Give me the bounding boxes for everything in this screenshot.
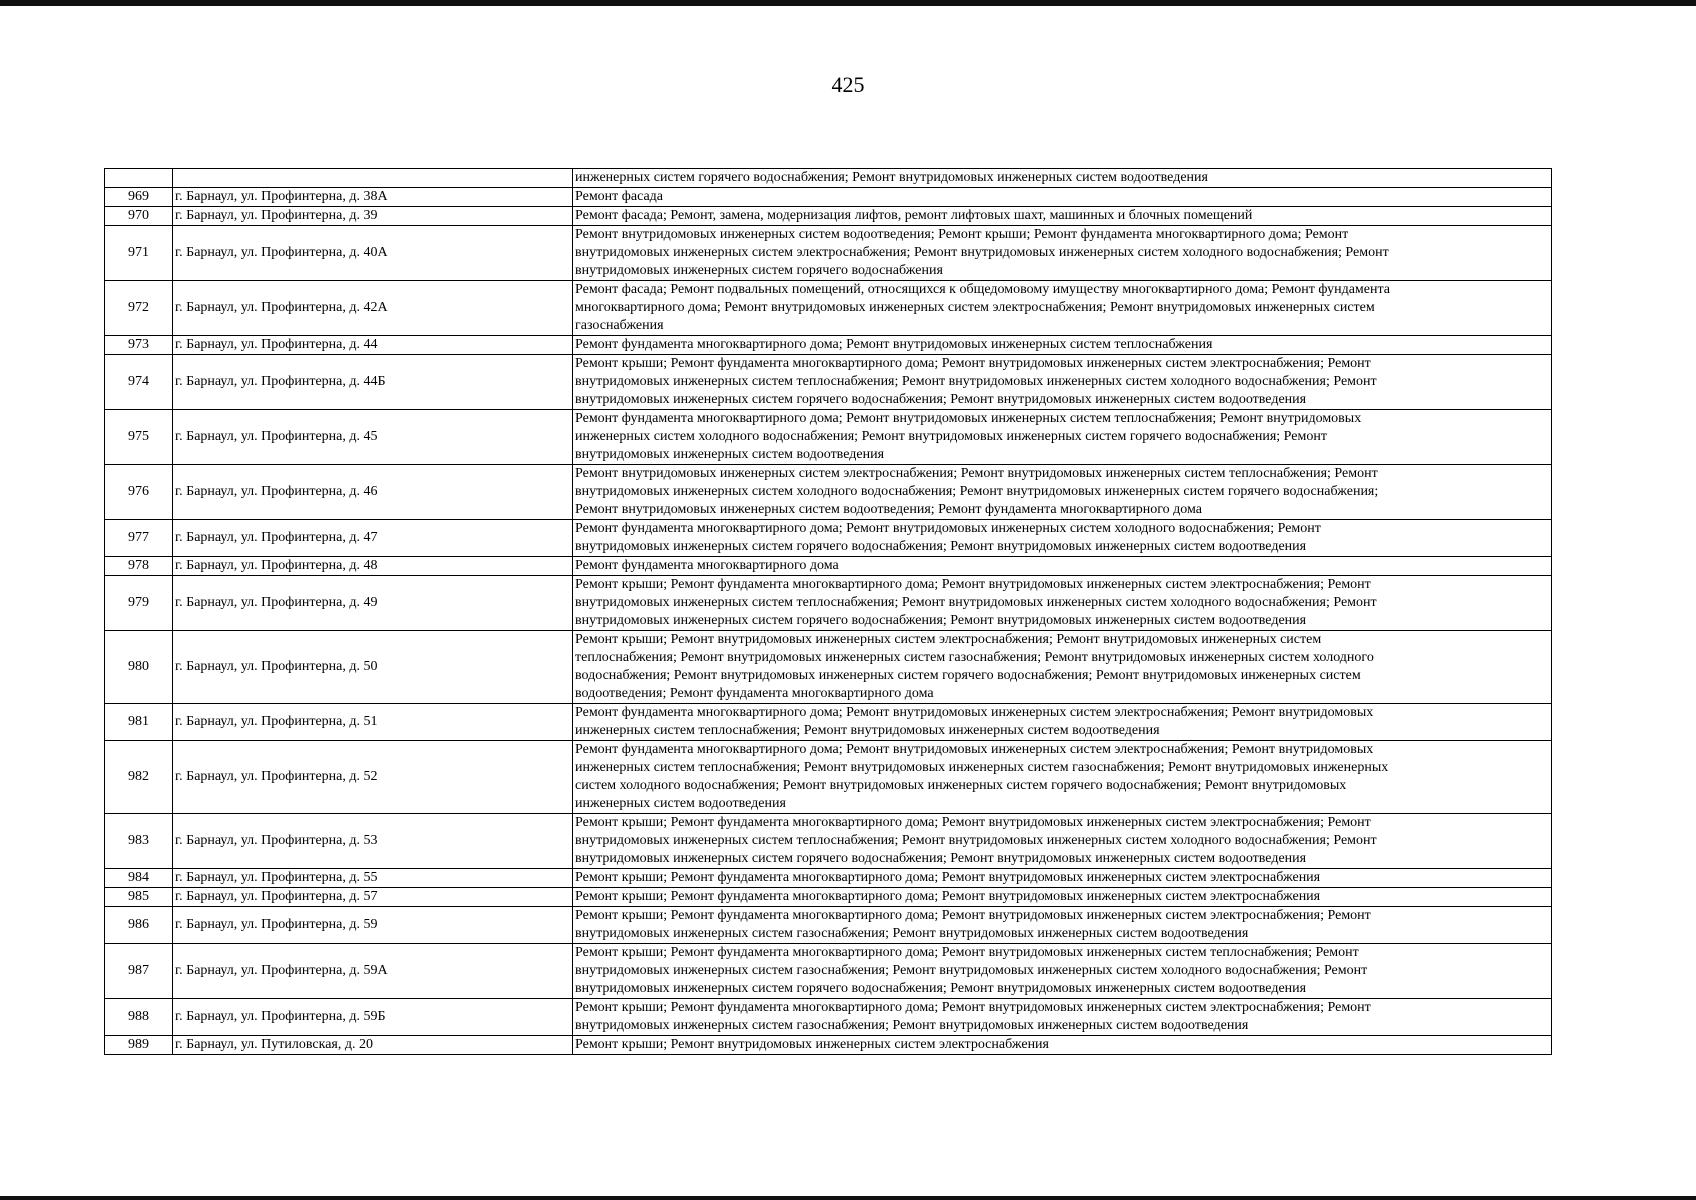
row-works: Ремонт фасада [573, 188, 1552, 207]
row-works: Ремонт крыши; Ремонт фундамента многоквартирного дома; Ремонт внутридомовых инженерных систем электроснабжения; Ремонт внутридомовых инженерных систем теплоснабжения; Ремонт внутридомовых инженерных систем холодного водоснабжения; Ремонт внутридомовых инженерных систем горячего водоснабжения; Ремонт внутридомовых инженерных систем водоотведения [573, 814, 1552, 869]
table-row [105, 465, 1552, 520]
row-works: Ремонт фундамента многоквартирного дома; Ремонт внутридомовых инженерных систем электроснабжения; Ремонт внутридомовых инженерных систем теплоснабжения; Ремонт внутридомовых инженерных систем водоотведения [573, 704, 1552, 741]
row-number: 973 [105, 336, 173, 355]
row-address: г. Барнаул, ул. Профинтерна, д. 38А [173, 188, 573, 207]
row-address: г. Барнаул, ул. Профинтерна, д. 46 [173, 465, 573, 520]
row-address: г. Барнаул, ул. Профинтерна, д. 53 [173, 814, 573, 869]
row-number: 981 [105, 704, 173, 741]
scan-border-top [0, 0, 1696, 6]
row-address: г. Барнаул, ул. Профинтерна, д. 49 [173, 576, 573, 631]
row-number: 979 [105, 576, 173, 631]
row-works: Ремонт фасада; Ремонт подвальных помещений, относящихся к общедомовому имуществу многоквартирного дома; Ремонт фундамента многоквартирного дома; Ремонт внутридомовых инженерных систем электроснабжения; Ремонт внутридомовых инженерных систем газоснабжения [573, 281, 1552, 336]
row-address: г. Барнаул, ул. Профинтерна, д. 59Б [173, 999, 573, 1036]
row-number: 977 [105, 520, 173, 557]
row-works: Ремонт крыши; Ремонт фундамента многоквартирного дома; Ремонт внутридомовых инженерных систем теплоснабжения; Ремонт внутридомовых инженерных систем газоснабжения; Ремонт внутридомовых инженерных систем холодного водоснабжения; Ремонт внутридомовых инженерных систем горячего водоснабжения; Ремонт внутридомовых инженерных систем водоотведения [573, 944, 1552, 999]
table-row [105, 576, 1552, 631]
row-number: 978 [105, 557, 173, 576]
scan-border-bottom [0, 1196, 1696, 1200]
row-number: 976 [105, 465, 173, 520]
table-row [105, 704, 1552, 741]
row-works: Ремонт крыши; Ремонт фундамента многоквартирного дома; Ремонт внутридомовых инженерных систем электроснабжения [573, 869, 1552, 888]
table-row [105, 188, 1552, 207]
row-address: г. Барнаул, ул. Профинтерна, д. 48 [173, 557, 573, 576]
row-address: г. Барнаул, ул. Профинтерна, д. 50 [173, 631, 573, 704]
row-number: 969 [105, 188, 173, 207]
table-row [105, 355, 1552, 410]
row-works: Ремонт крыши; Ремонт фундамента многоквартирного дома; Ремонт внутридомовых инженерных систем электроснабжения; Ремонт внутридомовых инженерных систем газоснабжения; Ремонт внутридомовых инженерных систем водоотведения [573, 907, 1552, 944]
table-row [105, 520, 1552, 557]
row-works: инженерных систем горячего водоснабжения; Ремонт внутридомовых инженерных систем водоотведения [573, 169, 1552, 188]
table-row [105, 557, 1552, 576]
row-number: 975 [105, 410, 173, 465]
row-works: Ремонт крыши; Ремонт фундамента многоквартирного дома; Ремонт внутридомовых инженерных систем электроснабжения; Ремонт внутридомовых инженерных систем теплоснабжения; Ремонт внутридомовых инженерных систем холодного водоснабжения; Ремонт внутридомовых инженерных систем горячего водоснабжения; Ремонт внутридомовых инженерных систем водоотведения [573, 355, 1552, 410]
row-works: Ремонт крыши; Ремонт внутридомовых инженерных систем электроснабжения [573, 1036, 1552, 1055]
table-body [105, 169, 1552, 1055]
table-row [105, 907, 1552, 944]
table-row [105, 281, 1552, 336]
row-number: 987 [105, 944, 173, 999]
row-works: Ремонт внутридомовых инженерных систем электроснабжения; Ремонт внутридомовых инженерных систем теплоснабжения; Ремонт внутридомовых инженерных систем холодного водоснабжения; Ремонт внутридомовых инженерных систем горячего водоснабжения; Ремонт внутридомовых инженерных систем водоотведения; Ремонт фундамента многоквартирного дома [573, 465, 1552, 520]
row-works: Ремонт крыши; Ремонт фундамента многоквартирного дома; Ремонт внутридомовых инженерных систем электроснабжения; Ремонт внутридомовых инженерных систем газоснабжения; Ремонт внутридомовых инженерных систем водоотведения [573, 999, 1552, 1036]
table-row [105, 226, 1552, 281]
table-row [105, 944, 1552, 999]
row-address: г. Барнаул, ул. Профинтерна, д. 42А [173, 281, 573, 336]
row-number: 971 [105, 226, 173, 281]
table-row [105, 1036, 1552, 1055]
table-row [105, 169, 1552, 188]
row-works: Ремонт крыши; Ремонт фундамента многоквартирного дома; Ремонт внутридомовых инженерных систем электроснабжения; Ремонт внутридомовых инженерных систем теплоснабжения; Ремонт внутридомовых инженерных систем холодного водоснабжения; Ремонт внутридомовых инженерных систем горячего водоснабжения; Ремонт внутридомовых инженерных систем водоотведения [573, 576, 1552, 631]
table-row [105, 814, 1552, 869]
row-number: 974 [105, 355, 173, 410]
row-address: г. Барнаул, ул. Профинтерна, д. 45 [173, 410, 573, 465]
row-address: г. Барнаул, ул. Профинтерна, д. 47 [173, 520, 573, 557]
row-address: г. Барнаул, ул. Профинтерна, д. 57 [173, 888, 573, 907]
table-row [105, 410, 1552, 465]
repair-works-table [104, 168, 1552, 1055]
row-address: г. Барнаул, ул. Профинтерна, д. 59А [173, 944, 573, 999]
table-row [105, 336, 1552, 355]
table-row [105, 999, 1552, 1036]
row-address: г. Барнаул, ул. Профинтерна, д. 52 [173, 741, 573, 814]
row-number: 982 [105, 741, 173, 814]
row-number: 986 [105, 907, 173, 944]
row-works: Ремонт фасада; Ремонт, замена, модернизация лифтов, ремонт лифтовых шахт, машинных и блочных помещений [573, 207, 1552, 226]
row-number: 989 [105, 1036, 173, 1055]
row-address: г. Барнаул, ул. Путиловская, д. 20 [173, 1036, 573, 1055]
row-works: Ремонт фундамента многоквартирного дома [573, 557, 1552, 576]
row-number: 984 [105, 869, 173, 888]
table-row [105, 631, 1552, 704]
row-address: г. Барнаул, ул. Профинтерна, д. 39 [173, 207, 573, 226]
row-address: г. Барнаул, ул. Профинтерна, д. 55 [173, 869, 573, 888]
table-row [105, 869, 1552, 888]
table-row [105, 888, 1552, 907]
row-works: Ремонт внутридомовых инженерных систем водоотведения; Ремонт крыши; Ремонт фундамента многоквартирного дома; Ремонт внутридомовых инженерных систем электроснабжения; Ремонт внутридомовых инженерных систем холодного водоснабжения; Ремонт внутридомовых инженерных систем горячего водоснабжения [573, 226, 1552, 281]
row-number: 983 [105, 814, 173, 869]
row-works: Ремонт крыши; Ремонт внутридомовых инженерных систем электроснабжения; Ремонт внутридомовых инженерных систем теплоснабжения; Ремонт внутридомовых инженерных систем газоснабжения; Ремонт внутридомовых инженерных систем холодного водоснабжения; Ремонт внутридомовых инженерных систем горячего водоснабжения; Ремонт внутридомовых инженерных систем водоотведения; Ремонт фундамента многоквартирного дома [573, 631, 1552, 704]
page-number: 425 [831, 72, 865, 97]
row-number: 988 [105, 999, 173, 1036]
row-works: Ремонт фундамента многоквартирного дома; Ремонт внутридомовых инженерных систем теплоснабжения [573, 336, 1552, 355]
row-number [105, 169, 173, 188]
table-row [105, 207, 1552, 226]
row-address: г. Барнаул, ул. Профинтерна, д. 44Б [173, 355, 573, 410]
row-number: 980 [105, 631, 173, 704]
row-number: 985 [105, 888, 173, 907]
row-number: 970 [105, 207, 173, 226]
row-address [173, 169, 573, 188]
table-row [105, 741, 1552, 814]
row-works: Ремонт фундамента многоквартирного дома; Ремонт внутридомовых инженерных систем холодного водоснабжения; Ремонт внутридомовых инженерных систем горячего водоснабжения; Ремонт внутридомовых инженерных систем водоотведения [573, 520, 1552, 557]
row-number: 972 [105, 281, 173, 336]
row-works: Ремонт фундамента многоквартирного дома; Ремонт внутридомовых инженерных систем теплоснабжения; Ремонт внутридомовых инженерных систем холодного водоснабжения; Ремонт внутридомовых инженерных систем горячего водоснабжения; Ремонт внутридомовых инженерных систем водоотведения [573, 410, 1552, 465]
row-works: Ремонт фундамента многоквартирного дома; Ремонт внутридомовых инженерных систем электроснабжения; Ремонт внутридомовых инженерных систем теплоснабжения; Ремонт внутридомовых инженерных систем газоснабжения; Ремонт внутридомовых инженерных систем холодного водоснабжения; Ремонт внутридомовых инженерных систем горячего водоснабжения; Ремонт внутридомовых инженерных систем водоотведения [573, 741, 1552, 814]
row-address: г. Барнаул, ул. Профинтерна, д. 51 [173, 704, 573, 741]
row-address: г. Барнаул, ул. Профинтерна, д. 40А [173, 226, 573, 281]
row-address: г. Барнаул, ул. Профинтерна, д. 59 [173, 907, 573, 944]
row-works: Ремонт крыши; Ремонт фундамента многоквартирного дома; Ремонт внутридомовых инженерных систем электроснабжения [573, 888, 1552, 907]
row-address: г. Барнаул, ул. Профинтерна, д. 44 [173, 336, 573, 355]
